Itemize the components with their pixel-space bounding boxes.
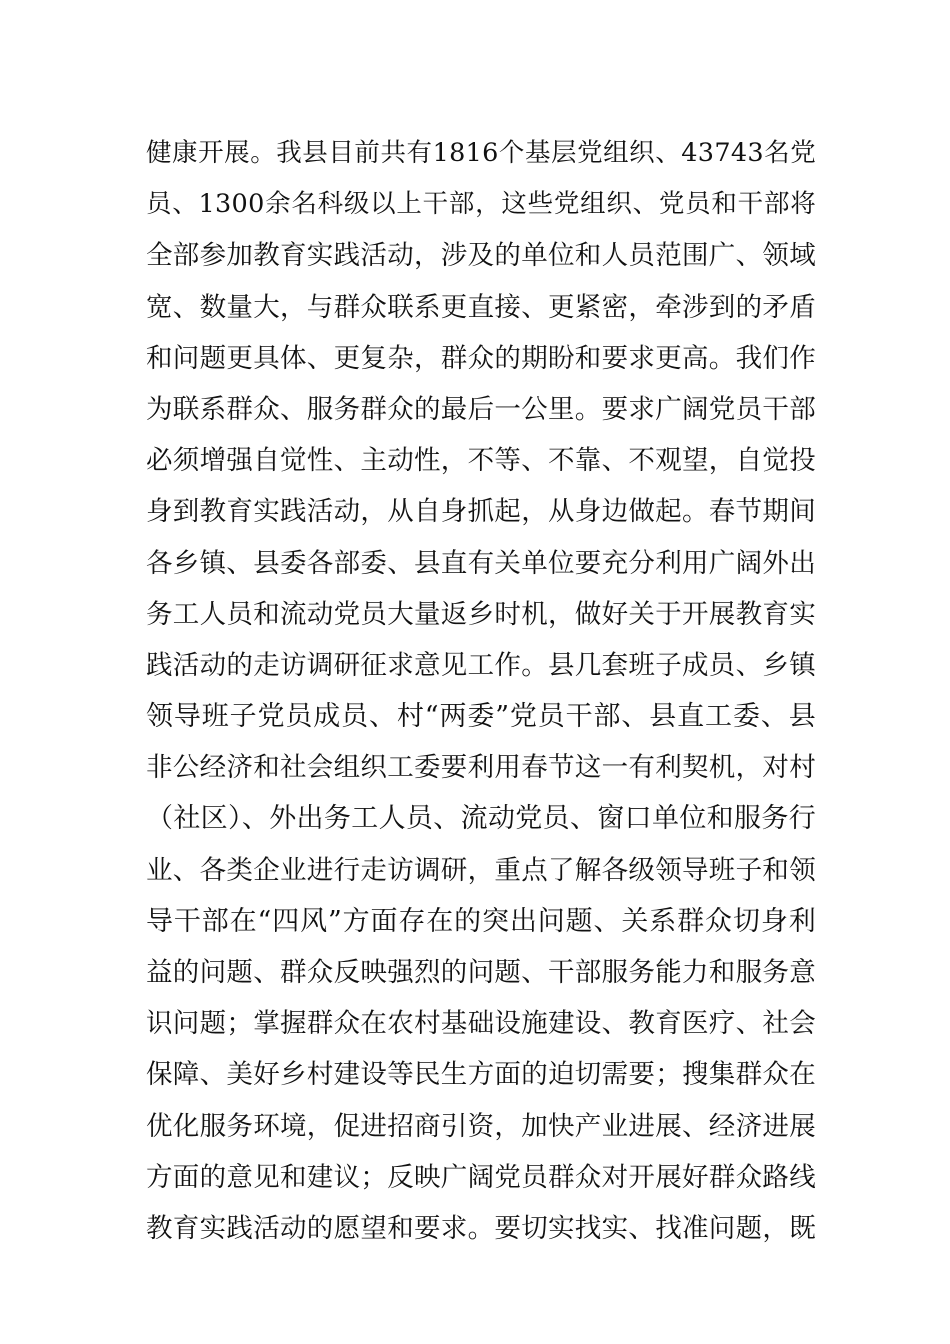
- text-line-5: 和问题更具体、更复杂，群众的期盼和要求更高。我们作: [146, 342, 816, 374]
- body-paragraph: [146, 128, 816, 1254]
- text-line-16: 导干部在“四风”方面存在的突出问题、关系群众切身利: [146, 905, 816, 937]
- text-line-7: 必须增强自觉性、主动性，不等、不靠、不观望，自觉投: [146, 445, 816, 477]
- text-line-6: 为联系群众、服务群众的最后一公里。要求广阔党员干部: [146, 393, 816, 425]
- text-line-17: 益的问题、群众反映强烈的问题、干部服务能力和服务意: [146, 957, 816, 988]
- text-line-9: 各乡镇、县委各部委、县直有关单位要充分利用广阔外出: [146, 547, 816, 579]
- text-line-18: 识问题；掌握群众在农村基础设施建设、教育医疗、社会: [146, 1008, 816, 1040]
- text-line-20: 优化服务环境，促进招商引资，加快产业进展、经济进展: [146, 1110, 816, 1142]
- text-line-15: 业、各类企业进行走访调研，重点了解各级领导班子和领: [146, 854, 816, 886]
- text-line-1: 健康开展。我县目前共有1816个基层党组织、43743名党: [146, 138, 816, 168]
- text-line-8: 身到教育实践活动，从自身抓起，从身边做起。春节期间: [146, 496, 816, 528]
- text-line-4: 宽、数量大，与群众联系更直接、更紧密，牵涉到的矛盾: [146, 291, 816, 323]
- text-line-21: 方面的意见和建议；反映广阔党员群众对开展好群众路线: [146, 1161, 816, 1193]
- text-line-22: 教育实践活动的愿望和要求。要切实找实、找准问题，既: [146, 1212, 816, 1244]
- text-line-10: 务工人员和流动党员大量返乡时机，做好关于开展教育实: [146, 598, 816, 630]
- text-line-12: 领导班子党员成员、村“两委”党员干部、县直工委、县: [146, 701, 816, 733]
- text-line-11: 践活动的走访调研征求意见工作。县几套班子成员、乡镇: [146, 649, 816, 681]
- text-line-19: 保障、美好乡村建设等民生方面的迫切需要；搜集群众在: [146, 1059, 816, 1091]
- text-line-3: 全部参加教育实践活动，涉及的单位和人员范围广、领域: [146, 240, 816, 272]
- text-line-13: 非公经济和社会组织工委要利用春节这一有利契机，对村: [146, 752, 816, 784]
- text-line-2: 员、1300余名科级以上干部，这些党组织、党员和干部将: [146, 189, 816, 220]
- text-line-14: （社区）、外出务工人员、流动党员、窗口单位和服务行: [146, 803, 816, 835]
